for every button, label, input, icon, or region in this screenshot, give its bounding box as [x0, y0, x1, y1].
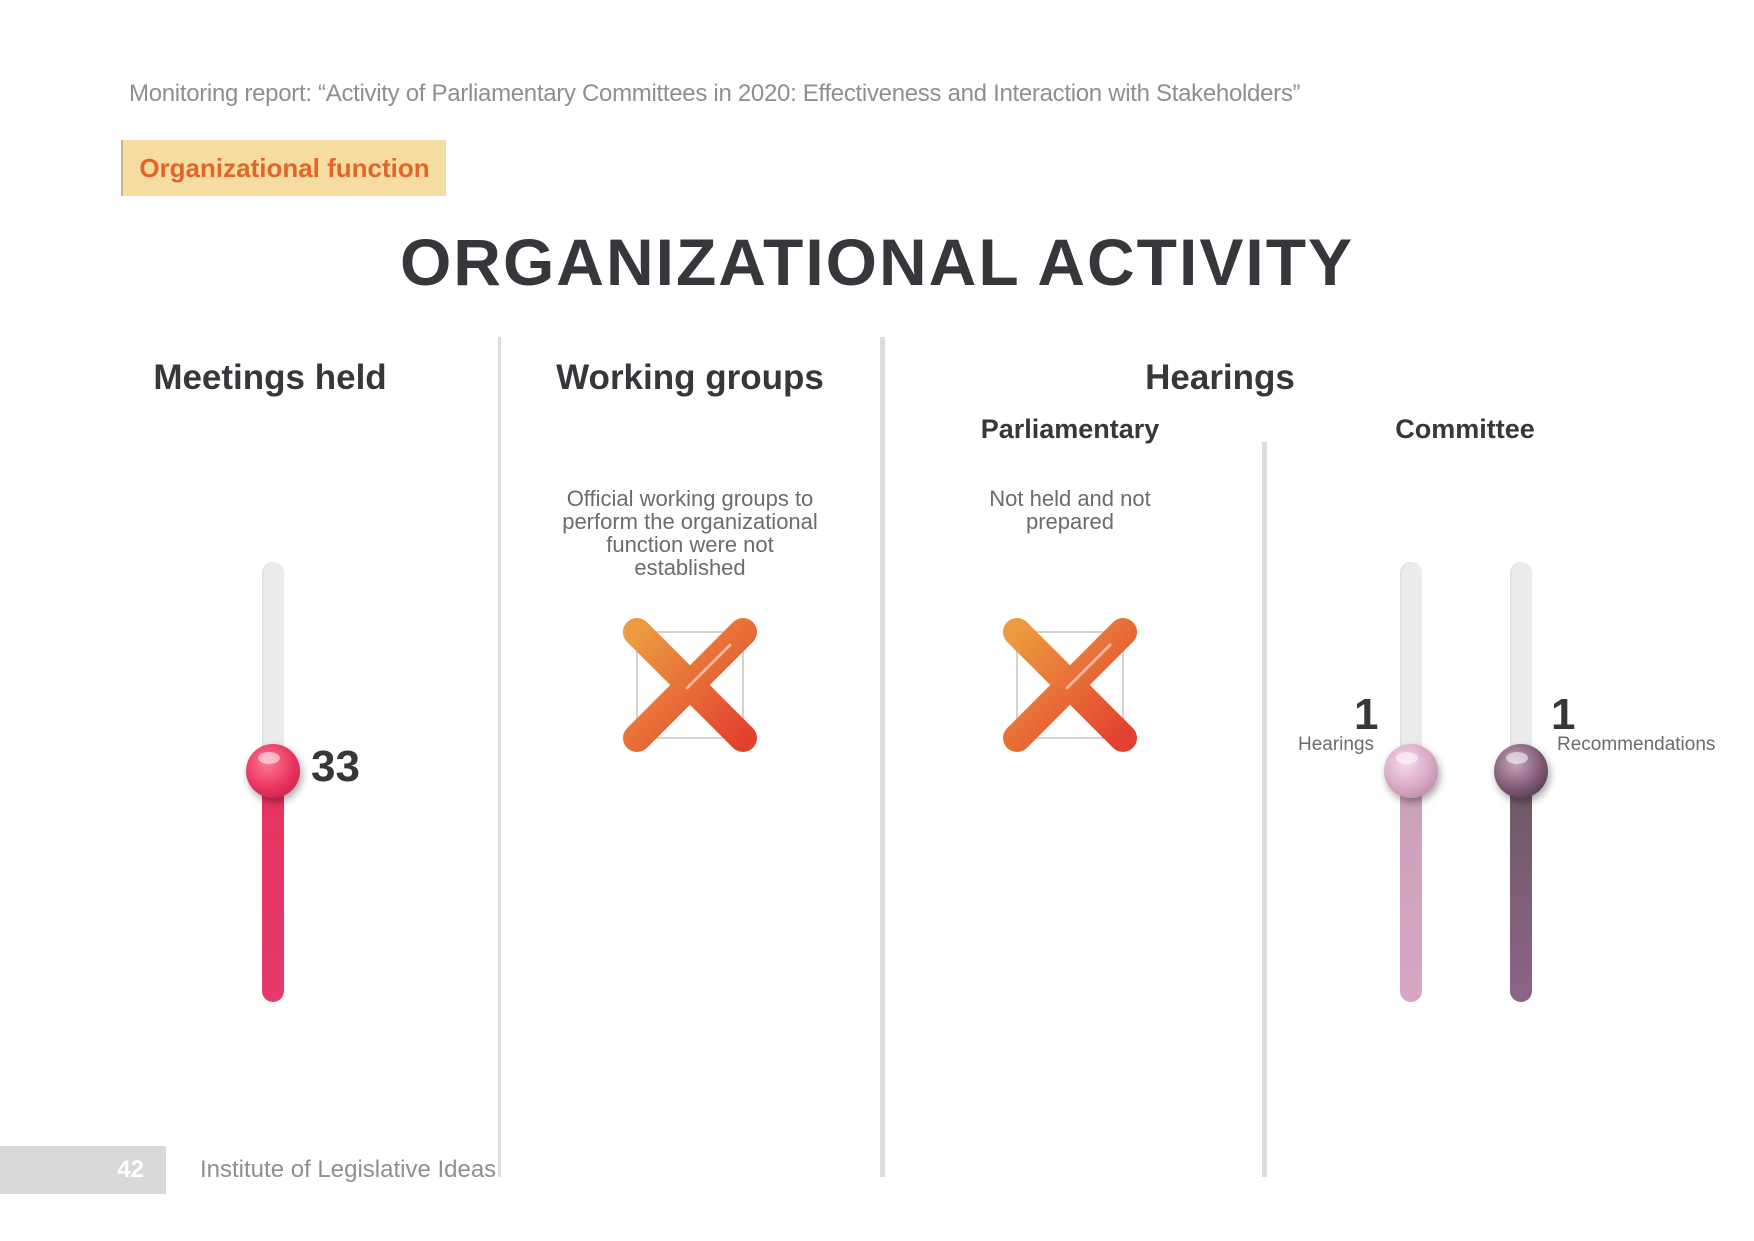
column-divider: [880, 337, 885, 1177]
meetings-slider-knob: [246, 744, 300, 798]
meetings-value: 33: [311, 742, 360, 791]
cross-icon: [995, 610, 1145, 760]
committee-title: Committee: [1395, 414, 1535, 444]
page-title: ORGANIZATIONAL ACTIVITY: [399, 225, 1355, 299]
hearings-title: Hearings: [1145, 358, 1295, 397]
meetings-title: Meetings held: [153, 358, 387, 397]
committee-hearings-slider-fill: [1400, 770, 1422, 1002]
section-tag-label: Organizational function: [139, 152, 430, 183]
parliamentary-note: Not held and not prepared: [989, 486, 1151, 534]
parliamentary-title: Parliamentary: [980, 414, 1160, 444]
cross-icon: [615, 610, 765, 760]
column-divider: [498, 337, 501, 1177]
page-number-label: 42: [117, 1156, 144, 1183]
working-groups-note: Official working groups to perform the organizational function were not established: [562, 486, 818, 580]
page-number: [0, 1146, 166, 1194]
committee-hearings-label: Hearings: [1298, 734, 1375, 755]
committee-recommendations-slider-knob: [1494, 744, 1548, 798]
committee-recommendations-value: 1: [1551, 690, 1576, 739]
working-groups-title: Working groups: [556, 358, 824, 397]
column-divider: [1262, 442, 1267, 1177]
committee-recommendations-slider-fill: [1510, 770, 1532, 1002]
section-tag: [121, 140, 446, 196]
committee-recommendations-label: Recommendations: [1557, 734, 1716, 755]
footer-organization: Institute of Legislative Ideas: [200, 1156, 497, 1183]
committee-hearings-value: 1: [1354, 690, 1379, 739]
report-header: Monitoring report: “Activity of Parliamentary Committees in 2020: Effectiveness and Interaction with Stakeholders”: [129, 80, 1301, 107]
meetings-slider-fill: [262, 770, 284, 1002]
committee-hearings-slider-knob: [1384, 744, 1438, 798]
